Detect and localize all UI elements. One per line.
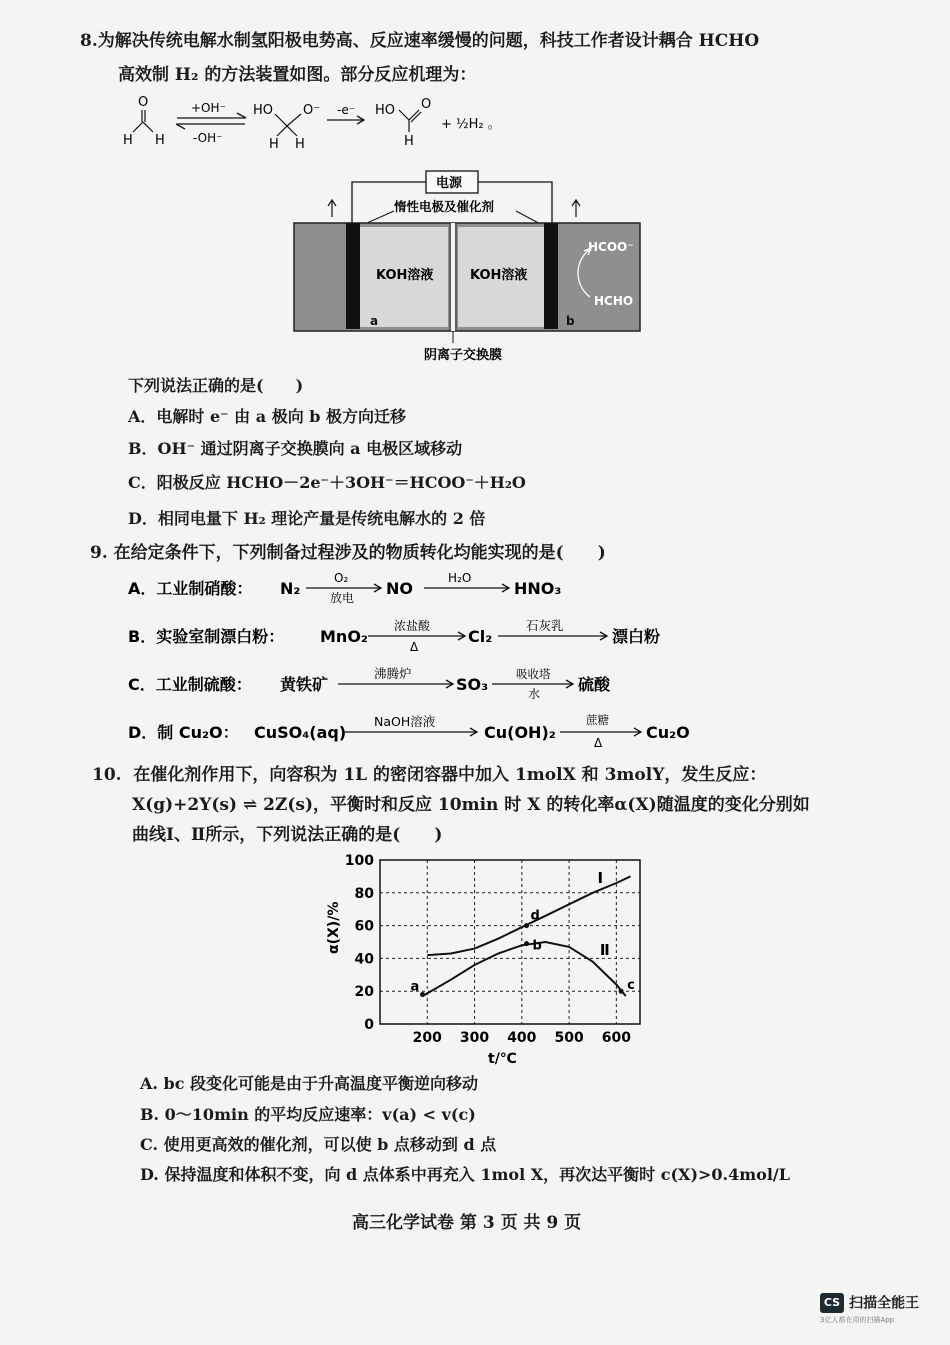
q9a-s2: NO bbox=[386, 579, 413, 598]
chart-axes bbox=[345, 853, 640, 1046]
q9-line bbox=[90, 538, 606, 563]
hcoo-label: HCOO⁻ bbox=[588, 240, 634, 254]
series-line-2 bbox=[423, 942, 626, 996]
x-tick-300: 300 bbox=[459, 1030, 490, 1046]
y-tick-60: 60 bbox=[354, 918, 374, 935]
point-label-d: d bbox=[530, 908, 540, 924]
point-d bbox=[524, 923, 529, 928]
q10-option-b: B. 0～10min 的平均反应速率：v(a) < v(c) bbox=[140, 1105, 476, 1124]
formate-ho: HO bbox=[375, 103, 396, 118]
cs-logo-icon: CS bbox=[820, 1293, 844, 1313]
point-label-c: c bbox=[627, 978, 635, 994]
electrode-label: 惰性电极及催化剂 bbox=[394, 199, 495, 214]
q9c-s3: 硫酸 bbox=[578, 675, 611, 694]
y-tick-0: 0 bbox=[364, 1017, 374, 1033]
q8-option-d: D．相同电量下 H₂ 理论产量是传统电解水的 2 倍 bbox=[128, 509, 486, 528]
eq-backward: -OH⁻ bbox=[193, 131, 223, 145]
point-c bbox=[619, 989, 624, 994]
formate-h: H bbox=[404, 134, 414, 149]
q10-line3: 曲线Ⅰ、Ⅱ所示，下列说法正确的是( ) bbox=[132, 825, 443, 845]
electron-label: -e⁻ bbox=[337, 103, 356, 117]
series-label-1: Ⅰ bbox=[597, 868, 604, 887]
q9d-s1: CuSO₄(aq) bbox=[254, 723, 347, 742]
q9d-c2-top: 蔗糖 bbox=[586, 713, 609, 727]
inter-ho: HO bbox=[253, 103, 274, 118]
y-tick-80: 80 bbox=[354, 885, 374, 902]
chart-series bbox=[423, 869, 631, 996]
q9-number: 9. bbox=[90, 543, 108, 563]
x-tick-600: 600 bbox=[601, 1030, 631, 1046]
q9d-s2: Cu(OH)₂ bbox=[484, 723, 556, 742]
watermark-sub: 3亿人都在用的扫描App bbox=[820, 1315, 895, 1324]
hcho-h2: H bbox=[155, 133, 165, 148]
electrode-b-label: b bbox=[566, 314, 575, 328]
q9c-s1: 黄铁矿 bbox=[280, 675, 329, 694]
power-label: 电源 bbox=[436, 176, 463, 191]
solution-left: KOH溶液 bbox=[376, 268, 434, 283]
q10-line2: X(g)+2Y(s) ⇌ 2Z(s)，平衡时和反应 10min 时 X 的转化率α(X)随温度的变化分别如 bbox=[132, 795, 810, 815]
q9d-s3: Cu₂O bbox=[646, 723, 690, 742]
membrane-label: 阴离子交换膜 bbox=[424, 348, 503, 363]
hcho-o: O bbox=[138, 95, 149, 110]
q9-option-d bbox=[128, 713, 690, 750]
q9-options bbox=[128, 566, 728, 756]
hcho-h1: H bbox=[123, 133, 133, 148]
q9d-c1-top: NaOH溶液 bbox=[374, 714, 436, 729]
y-tick-100: 100 bbox=[344, 853, 374, 869]
electrode-a-label: a bbox=[370, 314, 379, 328]
q9a-c1-top: O₂ bbox=[334, 571, 349, 585]
inter-o-minus: O⁻ bbox=[303, 103, 321, 118]
q9b-s3: 漂白粉 bbox=[612, 627, 661, 646]
q8-apparatus bbox=[290, 165, 650, 365]
q8-line2: 高效制 H₂ 的方法装置如图。部分反应机理为： bbox=[118, 65, 477, 85]
q9d-label: D．制 Cu₂O： bbox=[128, 723, 239, 742]
point-label-b: b bbox=[532, 938, 542, 954]
q9b-c2-top: 石灰乳 bbox=[526, 618, 564, 633]
y-tick-40: 40 bbox=[354, 951, 374, 968]
formate-o: O bbox=[421, 97, 432, 112]
eq-forward: +OH⁻ bbox=[191, 101, 226, 115]
q9c-c1-top: 沸腾炉 bbox=[374, 666, 412, 681]
q8-option-b: B．OH⁻ 通过阴离子交换膜向 a 电极区域移动 bbox=[128, 439, 463, 458]
q8-number: 8. bbox=[80, 31, 98, 51]
point-b bbox=[524, 941, 529, 946]
q9b-c1-bot: Δ bbox=[410, 640, 419, 654]
watermark-brand: 扫描全能王 bbox=[849, 1295, 920, 1312]
q10-line1: 10. 在催化剂作用下，向容积为 1L 的密闭容器中加入 1molX 和 3molY，发生反应： bbox=[92, 765, 767, 785]
q9b-s2: Cl₂ bbox=[468, 627, 493, 646]
hcho-label: HCHO bbox=[594, 294, 634, 308]
electrode-a bbox=[346, 223, 360, 329]
q9c-label: C．工业制硫酸： bbox=[128, 675, 252, 694]
q8-mechanism bbox=[115, 92, 535, 154]
q10-number: 10. bbox=[92, 765, 122, 785]
q8-stem: 下列说法正确的是( ) bbox=[128, 376, 304, 395]
solution-right: KOH溶液 bbox=[470, 268, 528, 283]
inter-h2: H bbox=[295, 137, 305, 152]
q9d-c2-bot: Δ bbox=[594, 736, 603, 750]
x-tick-400: 400 bbox=[507, 1030, 537, 1046]
q10-chart bbox=[320, 848, 660, 1073]
q9-option-c bbox=[128, 666, 611, 701]
x-tick-500: 500 bbox=[554, 1030, 584, 1046]
x-tick-200: 200 bbox=[412, 1030, 442, 1046]
q9a-s1: N₂ bbox=[280, 579, 301, 598]
q8-option-c: C．阳极反应 HCHO－2e⁻＋3OH⁻＝HCOO⁻＋H₂O bbox=[128, 473, 526, 492]
electrode-b bbox=[544, 223, 558, 329]
q9a-label: A．工业制硝酸： bbox=[128, 579, 253, 598]
q9-stem: 在给定条件下，下列制备过程涉及的物质转化均能实现的是( ) bbox=[113, 543, 606, 563]
chart-ylabel: α(X)/% bbox=[326, 901, 342, 954]
q9c-c2-bot: 水 bbox=[528, 687, 541, 701]
q9-option-a bbox=[128, 571, 561, 605]
q9-option-b bbox=[128, 618, 660, 654]
q9b-label: B．实验室制漂白粉： bbox=[128, 627, 285, 646]
q9a-c1-bot: 放电 bbox=[330, 591, 355, 605]
series-label-2: Ⅱ bbox=[599, 941, 610, 960]
point-label-a: a bbox=[410, 979, 420, 995]
q8-option-a: A．电解时 e⁻ 由 a 极向 b 极方向迁移 bbox=[128, 407, 407, 426]
scanner-watermark bbox=[820, 1292, 919, 1325]
product-tail: + ½H₂ 。 bbox=[441, 117, 501, 132]
q10-option-a: A. bc 段变化可能是由于升高温度平衡逆向移动 bbox=[140, 1074, 479, 1093]
point-a bbox=[420, 992, 425, 997]
q9a-s3: HNO₃ bbox=[514, 579, 562, 598]
q9c-c2-top: 吸收塔 bbox=[516, 667, 551, 681]
q8-line1: 8.为解决传统电解水制氢阳极电势高、反应速率缓慢的问题，科技工作者设计耦合 HCHO bbox=[80, 31, 760, 51]
y-tick-20: 20 bbox=[354, 984, 374, 1001]
q9c-s2: SO₃ bbox=[456, 675, 489, 694]
inter-h1: H bbox=[269, 137, 279, 152]
chart-xlabel: t/℃ bbox=[488, 1051, 517, 1067]
q9b-c1-top: 浓盐酸 bbox=[394, 619, 431, 633]
q9b-s1: MnO₂ bbox=[320, 627, 368, 646]
q10-option-d: D. 保持温度和体积不变，向 d 点体系中再充入 1mol X，再次达平衡时 c(X)>0.4mol/L bbox=[140, 1165, 791, 1184]
q10-option-c: C. 使用更高效的催化剂，可以使 b 点移动到 d 点 bbox=[140, 1135, 497, 1154]
q9a-c2-top: H₂O bbox=[448, 571, 472, 585]
page-footer: 高三化学试卷 第 3 页 共 9 页 bbox=[352, 1213, 582, 1233]
